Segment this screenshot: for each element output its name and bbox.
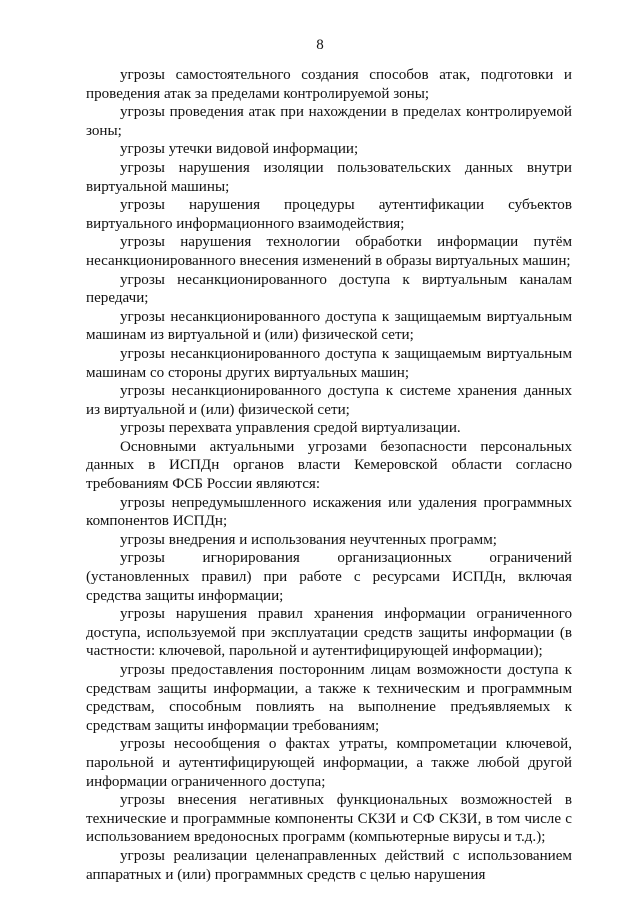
paragraph: угрозы несообщения о фактах утраты, компрометации ключевой, парольной и аутентифицирующей информации, а также любой другой информации ограниченного доступа; xyxy=(86,736,572,790)
paragraph: угрозы несанкционированного доступа к виртуальным каналам передачи; xyxy=(86,271,572,307)
paragraph: угрозы перехвата управления средой виртуализации. xyxy=(120,420,461,437)
paragraph: угрозы нарушения процедуры аутентификации субъектов виртуального информационного взаимодействия; xyxy=(86,197,572,232)
paragraph: угрозы внесения негативных функциональных возможностей в технические и программные компоненты СКЗИ и СФ СКЗИ, в том числе с использованием вредоносных программ (компьютерные вирусы и т.д.); xyxy=(86,792,572,846)
paragraph: угрозы проведения атак при нахождении в пределах контролируемой зоны; xyxy=(86,104,572,139)
paragraph: угрозы нарушения правил хранения информации ограниченного доступа, используемой при эксплуатации средств защиты информации (в частности: ключевой, парольной и аутентифицирующей информации); xyxy=(86,606,572,660)
paragraph: угрозы предоставления посторонним лицам возможности доступа к средствам защиты информации, а также к техническим и программным средствам, способным повлиять на выполнение предъявляемых к средствам защиты информации требованиям; xyxy=(86,662,572,734)
paragraph: угрозы игнорирования организационных ограничений (установленных правил) при работе с ресурсами ИСПДн, включая средства защиты информации; xyxy=(86,550,572,604)
paragraph: угрозы реализации целенаправленных действий с использованием аппаратных и (или) программных средств с целью нарушения xyxy=(86,847,572,883)
paragraph: угрозы нарушения технологии обработки информации путём несанкционированного внесения изменений в образы виртуальных машин; xyxy=(86,234,572,269)
paragraph: угрозы самостоятельного создания способов атак, подготовки и проведения атак за пределами контролируемой зоны; xyxy=(86,67,572,102)
paragraph: угрозы утечки видовой информации; xyxy=(120,141,359,158)
paragraph: угрозы внедрения и использования неучтенных программ; xyxy=(120,531,497,548)
paragraph: угрозы несанкционированного доступа к системе хранения данных из виртуальной и (или) физической сети; xyxy=(86,383,572,418)
paragraph: угрозы несанкционированного доступа к защищаемым виртуальным машинам со стороны других виртуальных машин; xyxy=(86,345,572,381)
paragraph: угрозы непредумышленного искажения или удаления программных компонентов ИСПДн; xyxy=(86,494,572,530)
paragraph: Основными актуальными угрозами безопасности персональных данных в ИСПДн органов власти Кемеровской области согласно требованиям ФСБ России являются: xyxy=(86,438,572,493)
paragraph: угрозы нарушения изоляции пользовательских данных внутри виртуальной машины; xyxy=(86,159,572,195)
paragraph: угрозы несанкционированного доступа к защищаемым виртуальным машинам из виртуальной и (или) физической сети; xyxy=(86,308,572,344)
page-number: 8 xyxy=(316,37,324,53)
document-body xyxy=(86,66,572,884)
